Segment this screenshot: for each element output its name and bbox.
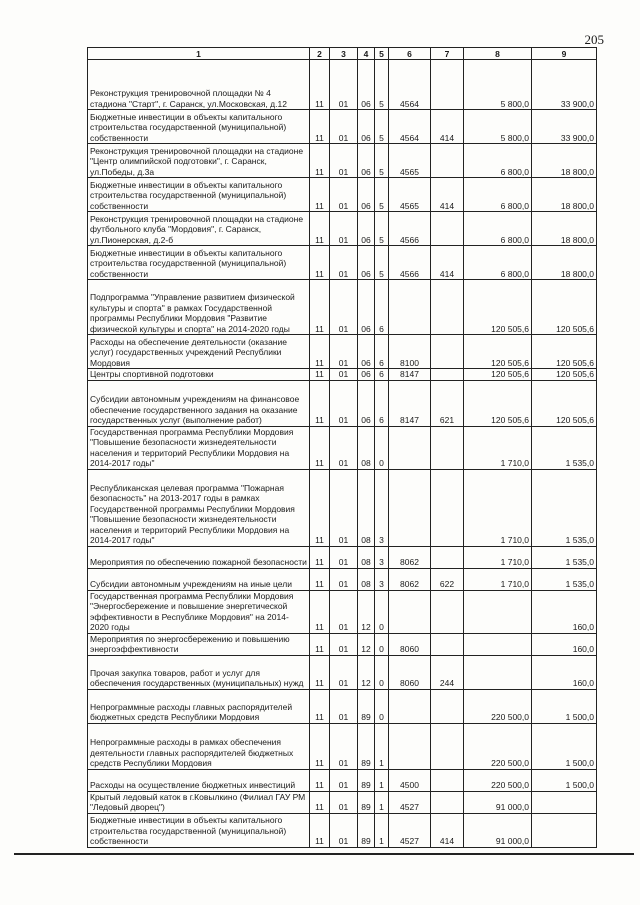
table-row	[88, 426, 597, 469]
row-value-cell	[532, 791, 597, 813]
row-value-cell	[431, 280, 464, 335]
row-value-cell	[389, 426, 431, 469]
row-value-cell: 01	[330, 178, 358, 212]
row-name-cell: Реконструкция тренировочной площадки на стадионе "Центр олимпийской подготовки", г. Саранск, ул.Победы, д.3а	[88, 144, 310, 178]
table-row	[88, 590, 597, 633]
row-value-cell: 01	[330, 60, 358, 110]
row-value-cell: 4564	[389, 60, 431, 110]
row-value-cell: 08	[358, 469, 375, 546]
table-header-row	[88, 48, 597, 60]
table-row	[88, 246, 597, 280]
row-value-cell: 5	[375, 212, 389, 246]
row-value-cell: 5 800,0	[464, 110, 532, 144]
row-value-cell: 120 505,6	[532, 380, 597, 426]
table-row	[88, 280, 597, 335]
row-value-cell: 6	[375, 335, 389, 369]
row-value-cell: 4566	[389, 246, 431, 280]
row-name-cell: Бюджетные инвестиции в объекты капитального строительства государственной (муниципальной) собственности	[88, 110, 310, 144]
row-value-cell: 1 710,0	[464, 469, 532, 546]
row-value-cell: 160,0	[532, 590, 597, 633]
row-value-cell: 01	[330, 246, 358, 280]
row-value-cell: 01	[330, 380, 358, 426]
row-value-cell: 8147	[389, 369, 431, 381]
row-name-cell: Расходы на осуществление бюджетных инвестиций	[88, 769, 310, 791]
row-value-cell: 414	[431, 813, 464, 847]
row-value-cell: 5	[375, 246, 389, 280]
row-value-cell	[464, 655, 532, 689]
table-row	[88, 369, 597, 381]
row-value-cell: 11	[310, 689, 330, 723]
row-value-cell: 11	[310, 769, 330, 791]
row-value-cell: 3	[375, 546, 389, 568]
column-header: 6	[389, 48, 431, 60]
table-body	[88, 60, 597, 848]
row-value-cell: 11	[310, 212, 330, 246]
row-value-cell: 8060	[389, 655, 431, 689]
row-value-cell: 12	[358, 655, 375, 689]
row-value-cell: 1 710,0	[464, 426, 532, 469]
row-value-cell: 6	[375, 380, 389, 426]
table-row	[88, 723, 597, 769]
row-value-cell: 89	[358, 791, 375, 813]
row-name-cell: Прочая закупка товаров, работ и услуг для обеспечения государственных (муниципальных) нужд	[88, 655, 310, 689]
row-value-cell: 0	[375, 426, 389, 469]
row-value-cell: 01	[330, 110, 358, 144]
column-header: 2	[310, 48, 330, 60]
row-value-cell: 621	[431, 380, 464, 426]
row-value-cell: 11	[310, 369, 330, 381]
row-value-cell: 01	[330, 590, 358, 633]
row-value-cell: 6 800,0	[464, 212, 532, 246]
row-value-cell: 01	[330, 426, 358, 469]
table-row	[88, 813, 597, 847]
column-header: 9	[532, 48, 597, 60]
row-value-cell: 18 800,0	[532, 246, 597, 280]
row-value-cell: 8062	[389, 568, 431, 590]
row-value-cell: 12	[358, 633, 375, 655]
row-value-cell: 11	[310, 60, 330, 110]
row-value-cell: 01	[330, 813, 358, 847]
row-value-cell: 06	[358, 178, 375, 212]
row-value-cell: 06	[358, 280, 375, 335]
row-value-cell: 01	[330, 633, 358, 655]
row-value-cell: 0	[375, 655, 389, 689]
row-value-cell: 01	[330, 546, 358, 568]
row-value-cell: 160,0	[532, 655, 597, 689]
bottom-rule	[14, 853, 634, 855]
row-value-cell	[431, 369, 464, 381]
row-value-cell: 120 505,6	[464, 380, 532, 426]
row-value-cell: 91 000,0	[464, 813, 532, 847]
row-value-cell: 0	[375, 590, 389, 633]
table-row	[88, 178, 597, 212]
row-value-cell: 160,0	[532, 633, 597, 655]
row-value-cell: 01	[330, 769, 358, 791]
row-value-cell	[431, 633, 464, 655]
row-value-cell	[431, 60, 464, 110]
row-value-cell	[431, 469, 464, 546]
row-value-cell: 1 535,0	[532, 546, 597, 568]
row-value-cell: 1 535,0	[532, 469, 597, 546]
table-row	[88, 633, 597, 655]
table-row	[88, 380, 597, 426]
row-value-cell	[464, 633, 532, 655]
row-name-cell: Центры спортивной подготовки	[88, 369, 310, 381]
row-value-cell: 01	[330, 655, 358, 689]
row-value-cell: 220 500,0	[464, 689, 532, 723]
column-header: 3	[330, 48, 358, 60]
row-value-cell: 6 800,0	[464, 246, 532, 280]
column-header: 1	[88, 48, 310, 60]
row-value-cell: 18 800,0	[532, 144, 597, 178]
row-name-cell: Непрограммные расходы в рамках обеспечения деятельности главных распорядителей бюджетных средств Республики Мордовия	[88, 723, 310, 769]
row-value-cell: 6 800,0	[464, 178, 532, 212]
row-name-cell: Реконструкция тренировочной площадки на стадионе футбольного клуба "Мордовия", г. Саранск, ул.Пионерская, д.2-б	[88, 212, 310, 246]
row-value-cell: 1 710,0	[464, 546, 532, 568]
row-value-cell: 1	[375, 769, 389, 791]
row-value-cell: 1	[375, 813, 389, 847]
row-value-cell: 11	[310, 813, 330, 847]
row-value-cell: 11	[310, 335, 330, 369]
row-value-cell: 06	[358, 144, 375, 178]
row-value-cell: 89	[358, 723, 375, 769]
table-row	[88, 655, 597, 689]
table-row	[88, 546, 597, 568]
row-value-cell: 3	[375, 469, 389, 546]
row-value-cell: 06	[358, 110, 375, 144]
row-value-cell: 414	[431, 246, 464, 280]
page-number: 205	[584, 32, 604, 47]
row-value-cell: 4565	[389, 144, 431, 178]
row-value-cell: 6 800,0	[464, 144, 532, 178]
row-value-cell: 4564	[389, 110, 431, 144]
row-value-cell: 414	[431, 178, 464, 212]
row-value-cell	[431, 689, 464, 723]
row-value-cell: 5	[375, 60, 389, 110]
column-header: 7	[431, 48, 464, 60]
row-value-cell: 11	[310, 723, 330, 769]
row-value-cell: 8060	[389, 633, 431, 655]
row-value-cell: 414	[431, 110, 464, 144]
row-value-cell: 1 500,0	[532, 689, 597, 723]
row-name-cell: Республиканская целевая программа "Пожарная безопасность" на 2013-2017 годы в рамках Государственной программы Республики Мордовия "Повышение безопасности жизнедеятельности населения и территорий Республики Мордовия на 2014-2017 годы"	[88, 469, 310, 546]
table-row	[88, 769, 597, 791]
row-value-cell: 89	[358, 689, 375, 723]
row-value-cell: 01	[330, 280, 358, 335]
row-value-cell	[532, 813, 597, 847]
row-value-cell: 01	[330, 689, 358, 723]
row-value-cell: 3	[375, 568, 389, 590]
row-name-cell: Расходы на обеспечение деятельности (оказание услуг) государственных учреждений Республики Мордовия	[88, 335, 310, 369]
table-row	[88, 110, 597, 144]
row-value-cell: 11	[310, 633, 330, 655]
row-value-cell: 11	[310, 426, 330, 469]
row-value-cell: 01	[330, 469, 358, 546]
row-name-cell: Субсидии автономным учреждениям на иные цели	[88, 568, 310, 590]
row-value-cell	[431, 590, 464, 633]
row-value-cell	[431, 723, 464, 769]
row-name-cell: Мероприятия по обеспечению пожарной безопасности	[88, 546, 310, 568]
row-value-cell: 220 500,0	[464, 723, 532, 769]
row-value-cell: 01	[330, 335, 358, 369]
row-value-cell: 4527	[389, 791, 431, 813]
row-value-cell: 1 535,0	[532, 426, 597, 469]
row-value-cell: 06	[358, 60, 375, 110]
row-value-cell: 11	[310, 568, 330, 590]
row-value-cell: 11	[310, 655, 330, 689]
row-name-cell: Государственная программа Республики Мордовия "Повышение безопасности жизнедеятельности населения и территорий Республики Мордовия на 2014-2017 годы"	[88, 426, 310, 469]
row-value-cell: 33 900,0	[532, 110, 597, 144]
row-value-cell: 8100	[389, 335, 431, 369]
row-value-cell: 11	[310, 546, 330, 568]
row-value-cell: 120 505,6	[532, 280, 597, 335]
column-header: 5	[375, 48, 389, 60]
row-name-cell: Подпрограмма "Управление развитием физической культуры и спорта" в рамках Государственной программы Республики Мордовия "Развитие физической культуры и спорта" на 2014-2020 годы	[88, 280, 310, 335]
table-row	[88, 469, 597, 546]
row-name-cell: Бюджетные инвестиции в объекты капитального строительства государственной (муниципальной) собственности	[88, 246, 310, 280]
row-value-cell: 18 800,0	[532, 178, 597, 212]
row-value-cell: 01	[330, 369, 358, 381]
row-value-cell: 12	[358, 590, 375, 633]
table-row	[88, 212, 597, 246]
row-value-cell: 06	[358, 380, 375, 426]
row-value-cell: 11	[310, 144, 330, 178]
row-value-cell: 1 710,0	[464, 568, 532, 590]
row-name-cell: Субсидии автономным учреждениям на финансовое обеспечение государственного задания на оказание государственных услуг (выполнение работ)	[88, 380, 310, 426]
row-value-cell: 06	[358, 212, 375, 246]
row-name-cell: Крытый ледовый каток в г.Ковылкино (Филиал ГАУ РМ "Ледовый дворец")	[88, 791, 310, 813]
row-value-cell	[389, 689, 431, 723]
row-value-cell: 1	[375, 723, 389, 769]
row-value-cell: 89	[358, 813, 375, 847]
row-value-cell: 11	[310, 380, 330, 426]
row-name-cell: Бюджетные инвестиции в объекты капитального строительства государственной (муниципальной) собственности	[88, 178, 310, 212]
row-value-cell	[389, 723, 431, 769]
table-row	[88, 689, 597, 723]
row-value-cell	[431, 546, 464, 568]
row-value-cell	[389, 469, 431, 546]
row-value-cell: 1 535,0	[532, 568, 597, 590]
row-value-cell: 11	[310, 590, 330, 633]
row-value-cell: 01	[330, 144, 358, 178]
row-value-cell: 1 500,0	[532, 723, 597, 769]
row-value-cell: 01	[330, 212, 358, 246]
row-name-cell: Мероприятия по энергосбережению и повышению энергоэффективности	[88, 633, 310, 655]
row-name-cell: Государственная программа Республики Мордовия "Энергосбережение и повышение энергетической эффективности в Республике Мордовия" на 2014-2020 годы	[88, 590, 310, 633]
row-value-cell	[389, 590, 431, 633]
row-value-cell: 01	[330, 723, 358, 769]
table-row	[88, 791, 597, 813]
row-value-cell: 8062	[389, 546, 431, 568]
row-value-cell: 06	[358, 369, 375, 381]
row-value-cell: 89	[358, 769, 375, 791]
table-row	[88, 60, 597, 110]
row-value-cell: 120 505,6	[464, 335, 532, 369]
row-value-cell: 33 900,0	[532, 60, 597, 110]
row-value-cell: 5	[375, 144, 389, 178]
row-value-cell	[389, 280, 431, 335]
row-value-cell: 11	[310, 110, 330, 144]
row-value-cell: 11	[310, 469, 330, 546]
row-value-cell: 11	[310, 791, 330, 813]
row-value-cell: 06	[358, 335, 375, 369]
row-value-cell	[464, 590, 532, 633]
row-value-cell: 120 505,6	[464, 369, 532, 381]
column-header: 4	[358, 48, 375, 60]
row-value-cell: 08	[358, 546, 375, 568]
row-value-cell: 5 800,0	[464, 60, 532, 110]
row-value-cell: 5	[375, 178, 389, 212]
row-value-cell: 4527	[389, 813, 431, 847]
column-header: 8	[464, 48, 532, 60]
row-value-cell: 120 505,6	[532, 369, 597, 381]
row-value-cell: 4566	[389, 212, 431, 246]
row-value-cell	[431, 335, 464, 369]
row-value-cell: 91 000,0	[464, 791, 532, 813]
row-value-cell: 622	[431, 568, 464, 590]
row-value-cell: 08	[358, 426, 375, 469]
row-name-cell: Бюджетные инвестиции в объекты капитального строительства государственной (муниципальной) собственности	[88, 813, 310, 847]
table-row	[88, 568, 597, 590]
row-value-cell: 0	[375, 633, 389, 655]
table-row	[88, 144, 597, 178]
row-value-cell: 11	[310, 280, 330, 335]
row-value-cell: 0	[375, 689, 389, 723]
row-value-cell: 01	[330, 568, 358, 590]
budget-table	[87, 47, 597, 848]
row-value-cell	[431, 769, 464, 791]
row-value-cell: 06	[358, 246, 375, 280]
row-value-cell: 4565	[389, 178, 431, 212]
row-name-cell: Непрограммные расходы главных распорядителей бюджетных средств Республики Мордовия	[88, 689, 310, 723]
row-value-cell: 1 500,0	[532, 769, 597, 791]
row-value-cell: 1	[375, 791, 389, 813]
row-name-cell: Реконструкция тренировочной площадки № 4 стадиона "Старт", г. Саранск, ул.Московская, д.12	[88, 60, 310, 110]
row-value-cell	[431, 426, 464, 469]
row-value-cell: 18 800,0	[532, 212, 597, 246]
row-value-cell: 6	[375, 369, 389, 381]
row-value-cell: 11	[310, 178, 330, 212]
row-value-cell: 120 505,6	[532, 335, 597, 369]
row-value-cell: 5	[375, 110, 389, 144]
row-value-cell: 220 500,0	[464, 769, 532, 791]
row-value-cell	[431, 791, 464, 813]
row-value-cell: 11	[310, 246, 330, 280]
row-value-cell: 120 505,6	[464, 280, 532, 335]
row-value-cell	[431, 212, 464, 246]
row-value-cell: 8147	[389, 380, 431, 426]
row-value-cell: 244	[431, 655, 464, 689]
row-value-cell: 4500	[389, 769, 431, 791]
row-value-cell: 01	[330, 791, 358, 813]
row-value-cell: 6	[375, 280, 389, 335]
row-value-cell	[431, 144, 464, 178]
row-value-cell: 08	[358, 568, 375, 590]
table-row	[88, 335, 597, 369]
